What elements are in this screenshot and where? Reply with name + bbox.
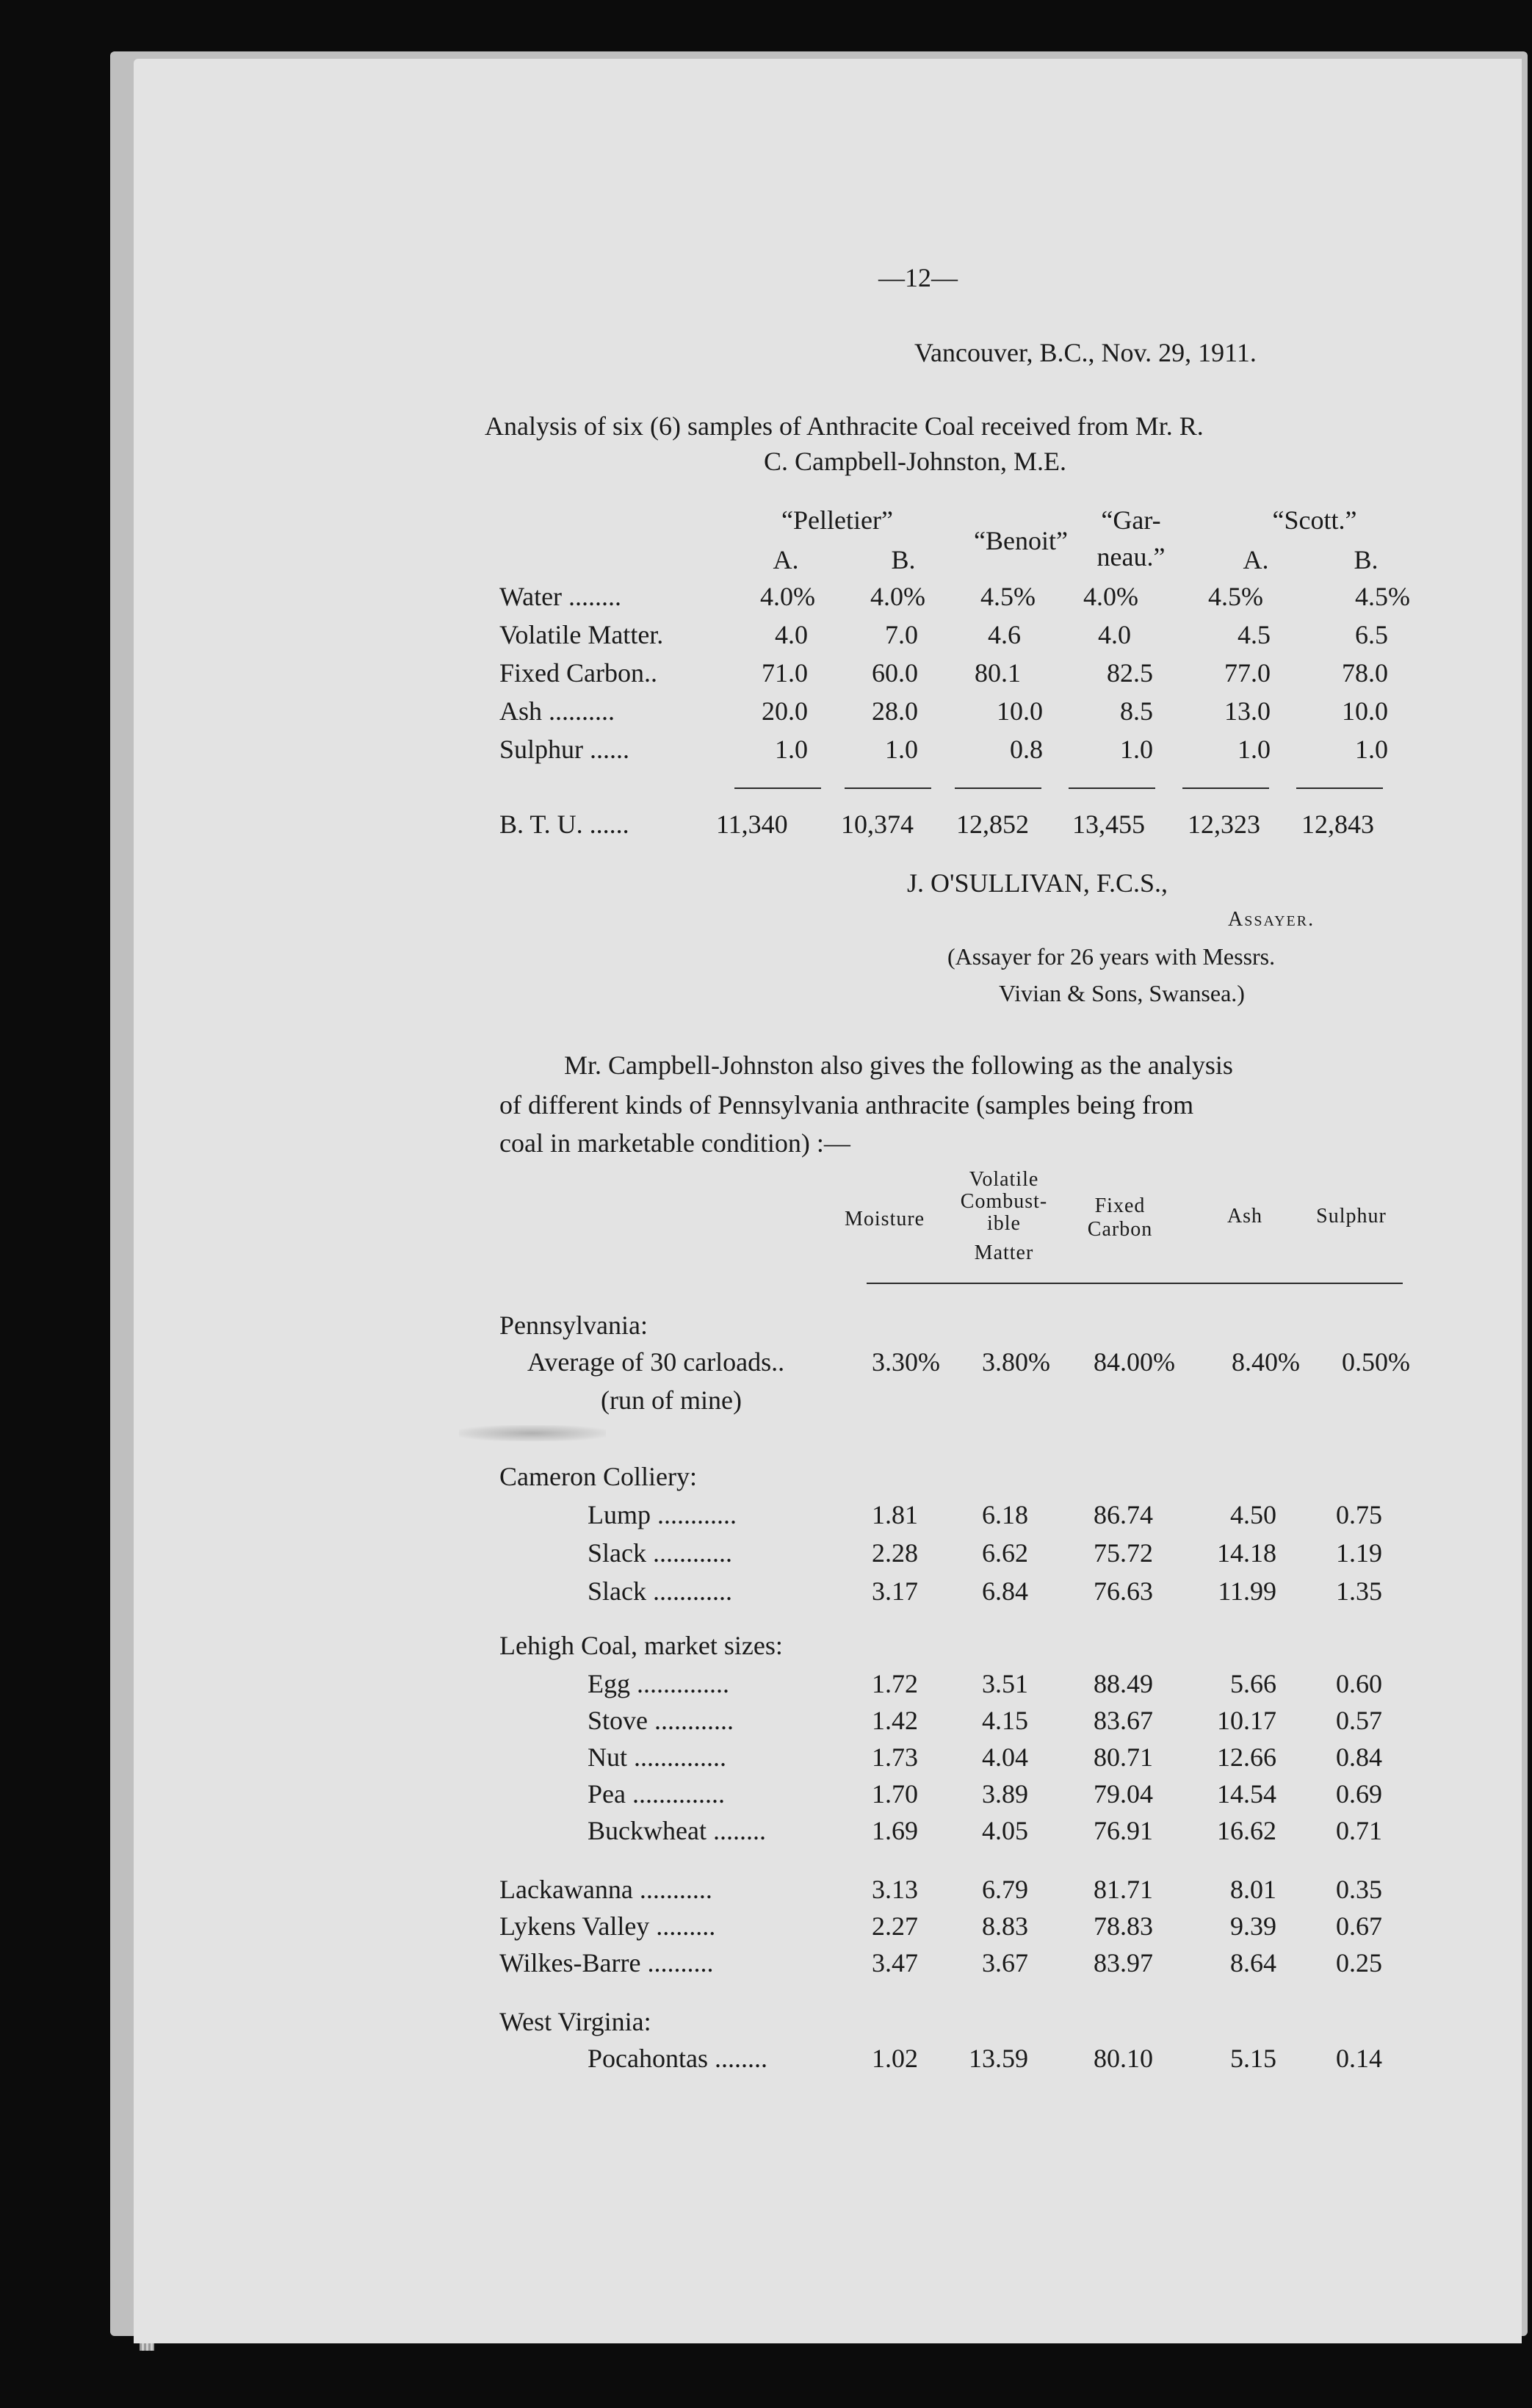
table-cell: 3.89	[982, 1779, 1028, 1809]
table-cell: 84.00%	[1094, 1347, 1175, 1377]
table-cell: 1.0	[1120, 735, 1153, 764]
btu-value: 12,323	[1188, 810, 1260, 839]
heading-line-2: C. Campbell-Johnston, M.E.	[764, 447, 1066, 476]
table-cell: 6.62	[982, 1538, 1028, 1568]
page-number: —12—	[878, 263, 958, 292]
table-cell: 88.49	[1094, 1669, 1153, 1698]
table-cell: 1.0	[775, 735, 808, 764]
table-cell: 0.75	[1336, 1500, 1382, 1529]
table-cell: 6.5	[1355, 620, 1388, 649]
btu-value: 13,455	[1072, 810, 1145, 839]
table-cell: 0.69	[1336, 1779, 1382, 1809]
table-cell: 0.84	[1336, 1742, 1382, 1772]
assayer-note-2: Vivian & Sons, Swansea.)	[999, 980, 1245, 1006]
row-label: Stove ............	[588, 1706, 734, 1735]
table-cell: 4.05	[982, 1816, 1028, 1845]
btu-value: 10,374	[841, 810, 914, 839]
section-title: West Virginia:	[499, 2007, 651, 2036]
row-label: Slack ............	[588, 1576, 732, 1606]
table-cell: 3.47	[872, 1948, 918, 1978]
table-cell: 6.84	[982, 1576, 1028, 1606]
table-cell: 80.1	[975, 658, 1021, 688]
table-cell: 13.59	[969, 2044, 1028, 2073]
row-label: Nut ..............	[588, 1742, 726, 1772]
table-cell: 1.02	[872, 2044, 918, 2073]
table-cell: 0.50%	[1342, 1347, 1410, 1377]
total-rule	[1296, 787, 1383, 789]
row-label: Lackawanna ...........	[499, 1875, 712, 1904]
table-cell: 7.0	[885, 620, 918, 649]
header-ash: Ash	[1226, 1205, 1263, 1228]
table-cell: 13.0	[1224, 696, 1271, 726]
sub-header-b: B.	[1354, 545, 1379, 574]
table-cell: 0.14	[1336, 2044, 1382, 2073]
table-cell: 76.91	[1094, 1816, 1153, 1845]
header-volatile-3: ible	[987, 1212, 1021, 1235]
row-label: Wilkes-Barre ..........	[499, 1948, 714, 1978]
table-cell: 1.19	[1336, 1538, 1382, 1568]
table-cell: 6.18	[982, 1500, 1028, 1529]
table-cell: 5.15	[1230, 2044, 1276, 2073]
header-volatile-2: Combust-	[960, 1190, 1048, 1213]
total-rule	[845, 787, 931, 789]
table-cell: 0.67	[1336, 1911, 1382, 1941]
document-page	[134, 59, 1522, 2343]
table-cell: 3.30%	[872, 1347, 940, 1377]
header-fixed-2: Carbon	[1087, 1218, 1153, 1241]
table-cell: 80.71	[1094, 1742, 1153, 1772]
table-cell: 1.69	[872, 1816, 918, 1845]
table-cell: 6.79	[982, 1875, 1028, 1904]
table-cell: 8.01	[1230, 1875, 1276, 1904]
paragraph-line-1: Mr. Campbell-Johnston also gives the following as the analysis	[564, 1050, 1233, 1080]
table-cell: 11.99	[1218, 1576, 1276, 1606]
table-cell: 8.40%	[1232, 1347, 1300, 1377]
table-cell: 4.15	[982, 1706, 1028, 1735]
ink-smudge	[459, 1425, 606, 1441]
sub-header-a: A.	[773, 545, 799, 574]
table-cell: 81.71	[1094, 1875, 1153, 1904]
table-cell: 60.0	[872, 658, 918, 688]
table-cell: 71.0	[762, 658, 808, 688]
table-cell: 14.18	[1217, 1538, 1276, 1568]
row-label: Pocahontas ........	[588, 2044, 767, 2073]
table-cell: 4.5	[1237, 620, 1271, 649]
table-cell: 3.51	[982, 1669, 1028, 1698]
table-cell: 10.17	[1217, 1706, 1276, 1735]
table-cell: 12.66	[1217, 1742, 1276, 1772]
header-sulphur: Sulphur	[1316, 1205, 1387, 1228]
paragraph-line-3: coal in marketable condition) :—	[499, 1128, 850, 1158]
table-cell: 0.57	[1336, 1706, 1382, 1735]
table-cell: 2.28	[872, 1538, 918, 1568]
row-label: Ash ..........	[499, 696, 615, 726]
total-rule	[1069, 787, 1155, 789]
row-label: Egg ..............	[588, 1669, 729, 1698]
table-cell: 0.8	[1010, 735, 1043, 764]
table-cell: 14.54	[1217, 1779, 1276, 1809]
section-title: Lehigh Coal, market sizes:	[499, 1631, 783, 1660]
table-cell: 8.5	[1120, 696, 1153, 726]
table-cell: 1.42	[872, 1706, 918, 1735]
table-cell: 4.5%	[1208, 582, 1263, 611]
table-cell: 1.73	[872, 1742, 918, 1772]
table-cell: 20.0	[762, 696, 808, 726]
header-volatile-4: Matter	[974, 1241, 1034, 1264]
table-cell: 10.0	[1342, 696, 1388, 726]
table-cell: 75.72	[1094, 1538, 1153, 1568]
row-label: Lump ............	[588, 1500, 737, 1529]
assayer-name: J. O'SULLIVAN, F.C.S.,	[907, 868, 1168, 898]
table-cell: 4.04	[982, 1742, 1028, 1772]
table-cell: 3.13	[872, 1875, 918, 1904]
row-label: Volatile Matter.	[499, 620, 664, 649]
table-cell: 4.0	[1098, 620, 1131, 649]
btu-value: 12,843	[1301, 810, 1374, 839]
table-cell: 0.25	[1336, 1948, 1382, 1978]
row-label: Average of 30 carloads..	[527, 1347, 785, 1377]
col-group-benoit: “Benoit”	[974, 526, 1068, 555]
table-cell: 83.67	[1094, 1706, 1153, 1735]
table-cell: 4.0%	[760, 582, 815, 611]
table-cell: 1.35	[1336, 1576, 1382, 1606]
table-cell: 1.72	[872, 1669, 918, 1698]
table-cell: 1.70	[872, 1779, 918, 1809]
header-rule	[867, 1283, 1403, 1284]
header-volatile-1: Volatile	[969, 1168, 1039, 1191]
table-cell: 28.0	[872, 696, 918, 726]
table-cell: 78.83	[1094, 1911, 1153, 1941]
table-cell: 0.60	[1336, 1669, 1382, 1698]
table-cell: 4.5%	[1355, 582, 1410, 611]
table-cell: 1.0	[1355, 735, 1388, 764]
table-cell: 86.74	[1094, 1500, 1153, 1529]
table-cell: 79.04	[1094, 1779, 1153, 1809]
assayer-title: Assayer.	[1228, 908, 1315, 931]
table-cell: 1.81	[872, 1500, 918, 1529]
table-cell: 3.80%	[982, 1347, 1050, 1377]
header-fixed-1: Fixed	[1094, 1194, 1146, 1217]
header-moisture: Moisture	[845, 1208, 925, 1230]
col-group-garneau-1: “Gar-	[1101, 505, 1161, 535]
sub-header-a: A.	[1243, 545, 1269, 574]
table-cell: 1.0	[1237, 735, 1271, 764]
section-title: Cameron Colliery:	[499, 1462, 697, 1491]
table-cell: 4.0	[775, 620, 808, 649]
table-cell: 0.35	[1336, 1875, 1382, 1904]
table-cell: 80.10	[1094, 2044, 1153, 2073]
row-label: Pea ..............	[588, 1779, 725, 1809]
row-label: Fixed Carbon..	[499, 658, 657, 688]
table-cell: 10.0	[997, 696, 1043, 726]
row-label: Buckwheat ........	[588, 1816, 766, 1845]
table-cell: 78.0	[1342, 658, 1388, 688]
row-label: Lykens Valley .........	[499, 1911, 716, 1941]
col-group-garneau-2: neau.”	[1096, 542, 1166, 572]
total-rule	[955, 787, 1041, 789]
row-note: (run of mine)	[601, 1385, 742, 1415]
table-cell: 9.39	[1230, 1911, 1276, 1941]
table-cell: 4.5%	[980, 582, 1036, 611]
btu-value: 11,340	[716, 810, 788, 839]
row-label: Sulphur ......	[499, 735, 630, 764]
table-cell: 16.62	[1217, 1816, 1276, 1845]
heading-line-1: Analysis of six (6) samples of Anthracite Coal received from Mr. R.	[485, 411, 1204, 441]
table-cell: 3.17	[872, 1576, 918, 1606]
table-cell: 0.71	[1336, 1816, 1382, 1845]
dateline: Vancouver, B.C., Nov. 29, 1911.	[914, 338, 1257, 367]
row-label: Slack ............	[588, 1538, 732, 1568]
table-cell: 4.50	[1230, 1500, 1276, 1529]
table-cell: 3.67	[982, 1948, 1028, 1978]
table-cell: 4.0%	[870, 582, 925, 611]
table-cell: 83.97	[1094, 1948, 1153, 1978]
table-cell: 77.0	[1224, 658, 1271, 688]
col-group-scott: “Scott.”	[1272, 505, 1357, 535]
btu-value: 12,852	[956, 810, 1029, 839]
col-group-pelletier: “Pelletier”	[781, 505, 893, 535]
row-label: Water ........	[499, 582, 622, 611]
table-cell: 4.0%	[1083, 582, 1138, 611]
paragraph-line-2: of different kinds of Pennsylvania anthracite (samples being from	[499, 1090, 1194, 1120]
table-cell: 1.0	[885, 735, 918, 764]
table-cell: 5.66	[1230, 1669, 1276, 1698]
table-cell: 8.64	[1230, 1948, 1276, 1978]
sub-header-b: B.	[891, 545, 916, 574]
btu-label: B. T. U. ......	[499, 810, 629, 839]
total-rule	[734, 787, 821, 789]
table-cell: 8.83	[982, 1911, 1028, 1941]
table-cell: 4.6	[988, 620, 1021, 649]
total-rule	[1182, 787, 1269, 789]
table-cell: 76.63	[1094, 1576, 1153, 1606]
table-cell: 82.5	[1107, 658, 1153, 688]
section-title: Pennsylvania:	[499, 1311, 648, 1340]
assayer-note-1: (Assayer for 26 years with Messrs.	[947, 943, 1276, 970]
table-cell: 2.27	[872, 1911, 918, 1941]
